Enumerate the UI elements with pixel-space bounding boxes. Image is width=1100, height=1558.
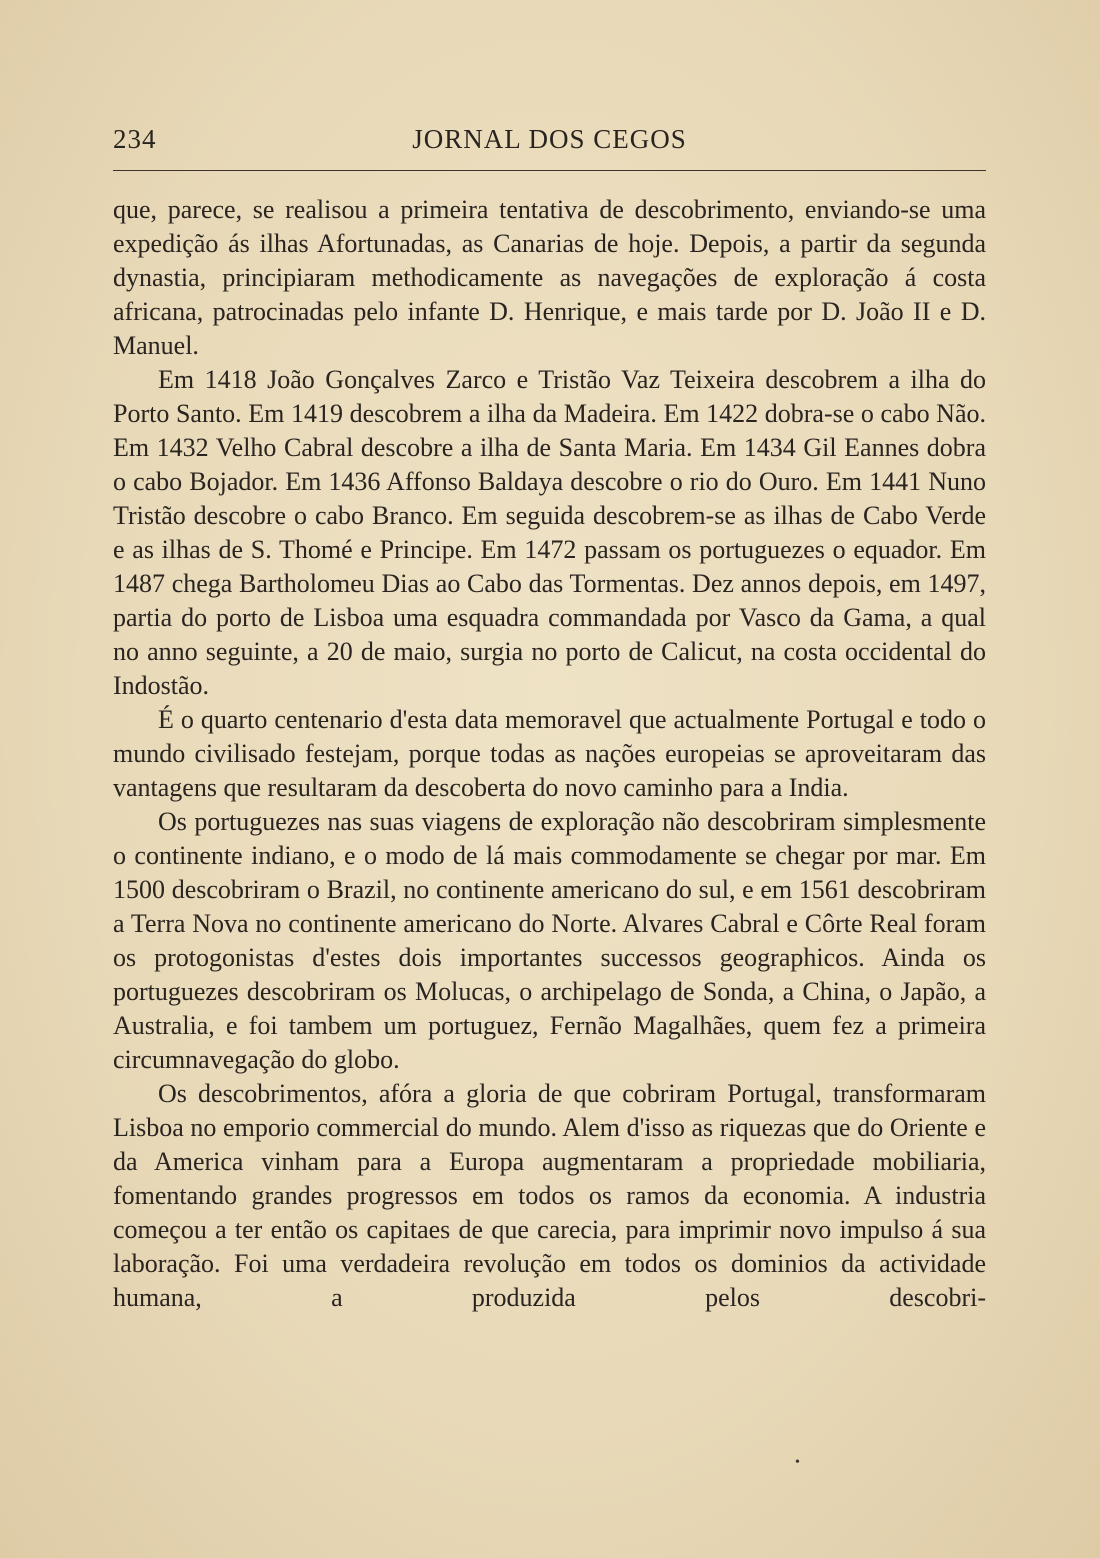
page-number: 234 [113, 124, 157, 154]
running-title: JORNAL DOS CEGOS [412, 124, 687, 154]
printer-mark: • [795, 1455, 800, 1470]
body-text [113, 193, 986, 1315]
paragraph: É o quarto centenario d'esta data memoravel que actualmente Portugal e todo o mundo civilisado festejam, porque todas as nações europeias se aproveitaram das vantagens que resultaram da descoberta do novo caminho para a India. [113, 705, 986, 802]
paragraph: Os descobrimentos, afóra a gloria de que cobriram Portugal, transformaram Lisboa no emporio commercial do mundo. Alem d'isso as riquezas que do Oriente e da America vinham para a Europa augmentaram a propriedade mobiliaria, fomentando grandes progressos em todos os ramos da economia. A industria começou a ter então os capitaes de que carecia, para imprimir novo impulso á sua laboração. Foi uma verdadeira revolução em todos os dominios da actividade humana, a produzida pelos descobri- [113, 1079, 986, 1312]
paragraph: que, parece, se realisou a primeira tentativa de descobrimento, enviando-se uma expedição ás ilhas Afortunadas, as Canarias de hoje. Depois, a partir da segunda dynastia, principiaram methodicamente as navegações de exploração á costa africana, patrocinadas pelo infante D. Henrique, e mais tarde por D. João II e D. Manuel. [113, 195, 986, 360]
paragraph: Os portuguezes nas suas viagens de exploração não descobriram simplesmente o continente indiano, e o modo de lá mais commodamente se chegar por mar. Em 1500 descobriram o Brazil, no continente americano do sul, e em 1561 descobriram a Terra Nova no continente americano do Norte. Alvares Cabral e Côrte Real foram os protogonistas d'estes dois importantes successos geographicos. Ainda os portuguezes descobriram os Molucas, o archipelago de Sonda, a China, o Japão, a Australia, e foi tambem um portuguez, Fernão Magalhães, quem fez a primeira circumnavegação do globo. [113, 807, 986, 1074]
paragraph: Em 1418 João Gonçalves Zarco e Tristão Vaz Teixeira descobrem a ilha do Porto Santo. Em 1419 descobrem a ilha da Madeira. Em 1422 dobra-se o cabo Não. Em 1432 Velho Cabral descobre a ilha de Santa Maria. Em 1434 Gil Eannes dobra o cabo Bojador. Em 1436 Affonso Baldaya descobre o rio do Ouro. Em 1441 Nuno Tristão descobre o cabo Branco. Em seguida descobrem-se as ilhas de Cabo Verde e as ilhas de S. Thomé e Principe. Em 1472 passam os portuguezes o equador. Em 1487 chega Bartholomeu Dias ao Cabo das Tormentas. Dez annos depois, em 1497, partia do porto de Lisboa uma esquadra commandada por Vasco da Gama, a qual no anno seguinte, a 20 de maio, surgia no porto de Calicut, na costa occidental do Indostão. [113, 365, 986, 700]
page-header [113, 124, 986, 164]
header-rule [113, 170, 986, 171]
